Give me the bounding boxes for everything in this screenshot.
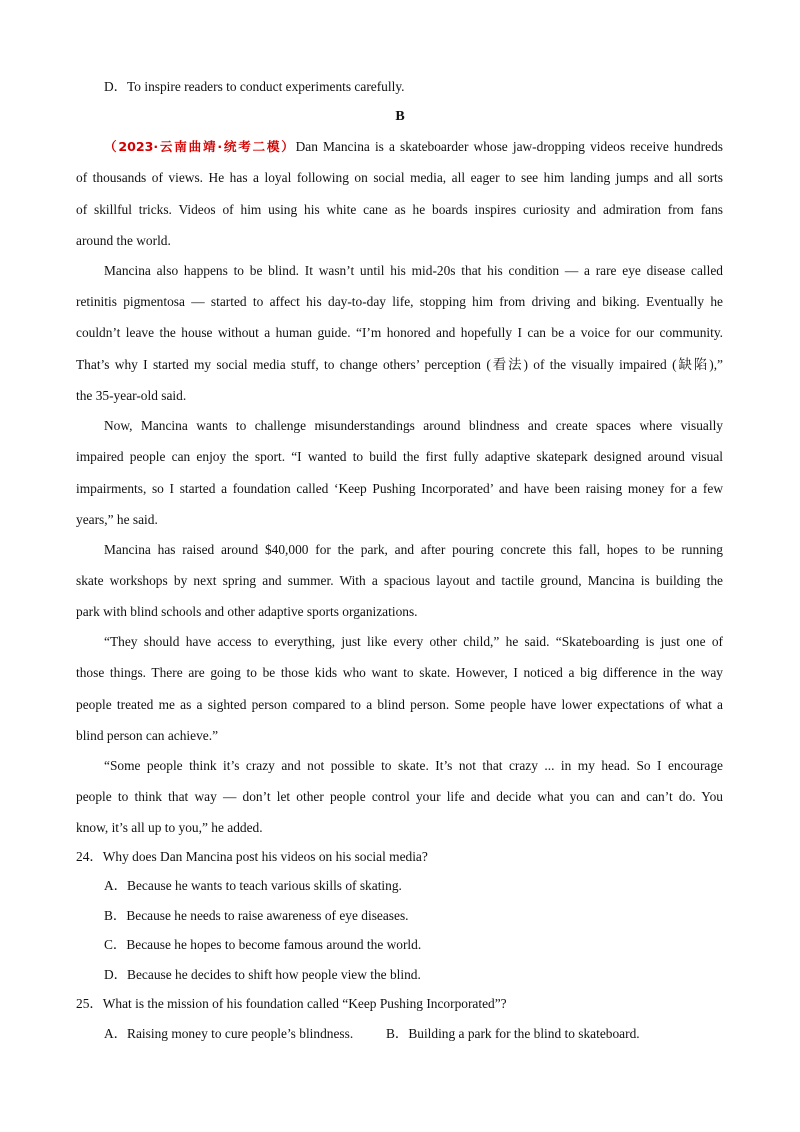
- previous-question-option-d: D．To inspire readers to conduct experiments carefully.: [104, 79, 405, 94]
- paragraph-5-line-1: “They should have access to everything, just like every other child,” he said. “Skateboarding is just one of: [104, 634, 723, 649]
- paragraph-1-line-3: of skillful tricks. Videos of him using his white cane as he boards inspires curiosity and admiration from fans: [76, 202, 723, 217]
- paragraph-4-line-2: skate workshops by next spring and summer. With a spacious layout and tactile ground, Mancina is building the: [76, 573, 723, 588]
- paragraph-2-line-4: That’s why I started my social media stuff, to change others’ perception (看法) of the visually impaired (缺陷),”: [76, 357, 723, 372]
- paragraph-4-line-3: park with blind schools and other adaptive sports organizations.: [76, 604, 418, 619]
- paragraph-3-line-3: impairments, so I started a foundation called ‘Keep Pushing Incorporated’ and have been raising money for a few: [76, 481, 723, 496]
- paragraph-3-line-2: impaired people can enjoy the sport. “I wanted to build the first fully adaptive skatepark designed around visual: [76, 449, 723, 464]
- paragraph-2-line-1: Mancina also happens to be blind. It wasn’t until his mid-20s that his condition — a rare eye disease called: [104, 263, 723, 278]
- paragraph-1-line-2: of thousands of views. He has a loyal following on social media, all eager to see him landing jumps and all sorts: [76, 170, 723, 185]
- paragraph-2-line-3: couldn’t leave the house without a human guide. “I’m honored and hopefully I can be a voice for our community.: [76, 325, 723, 340]
- paragraph-4-line-1: Mancina has raised around $40,000 for the park, and after pouring concrete this fall, hopes to be running: [104, 542, 723, 557]
- paragraph-5-line-4: blind person can achieve.”: [76, 728, 219, 743]
- paragraph-1-line-4: around the world.: [76, 233, 171, 248]
- question-25-option-a: A．Raising money to cure people’s blindness.: [104, 1026, 354, 1041]
- paragraph-6-line-2: people to think that way — don’t let other people control your life and decide what you can and can’t do. You: [76, 789, 723, 804]
- question-25-stem: 25．What is the mission of his foundation called “Keep Pushing Incorporated”?: [76, 996, 507, 1011]
- question-24-option-b: B．Because he needs to raise awareness of eye diseases.: [104, 908, 409, 923]
- paragraph-6-line-3: know, it’s all up to you,” he added.: [76, 820, 263, 835]
- question-25-option-b: B．Building a park for the blind to skateboard.: [386, 1026, 640, 1041]
- paragraph-6-line-1: “Some people think it’s crazy and not possible to skate. It’s not that crazy ... in my head. So I encourage: [104, 758, 723, 773]
- paragraph-1-text: Dan Mancina is a skateboarder whose jaw-dropping videos receive hundreds: [295, 139, 723, 154]
- question-24-stem: 24．Why does Dan Mancina post his videos on his social media?: [76, 849, 428, 864]
- question-24-option-c: C．Because he hopes to become famous around the world.: [104, 937, 422, 952]
- paragraph-3-line-1: Now, Mancina wants to challenge misunderstandings around blindness and create spaces where visually: [104, 418, 723, 433]
- paragraph-1-line-1: [104, 138, 723, 156]
- paragraph-3-line-4: years,” he said.: [76, 512, 158, 527]
- section-heading: B: [395, 109, 405, 124]
- paragraph-5-line-2: those things. There are going to be those kids who want to skate. However, I noticed a big difference in the way: [76, 665, 723, 680]
- paragraph-2-line-2: retinitis pigmentosa — started to affect his day-to-day life, stopping him from driving and biking. Eventually he: [76, 294, 723, 309]
- paragraph-5-line-3: people treated me as a sighted person compared to a blind person. Some people have lower expectations of what a: [76, 697, 723, 712]
- source-tag: （2023·云南曲靖·统考二模）: [104, 139, 296, 154]
- question-24-option-a: A．Because he wants to teach various skills of skating.: [104, 878, 402, 893]
- question-24-option-d: D．Because he decides to shift how people view the blind.: [104, 967, 421, 982]
- paragraph-2-line-5: the 35-year-old said.: [76, 388, 187, 403]
